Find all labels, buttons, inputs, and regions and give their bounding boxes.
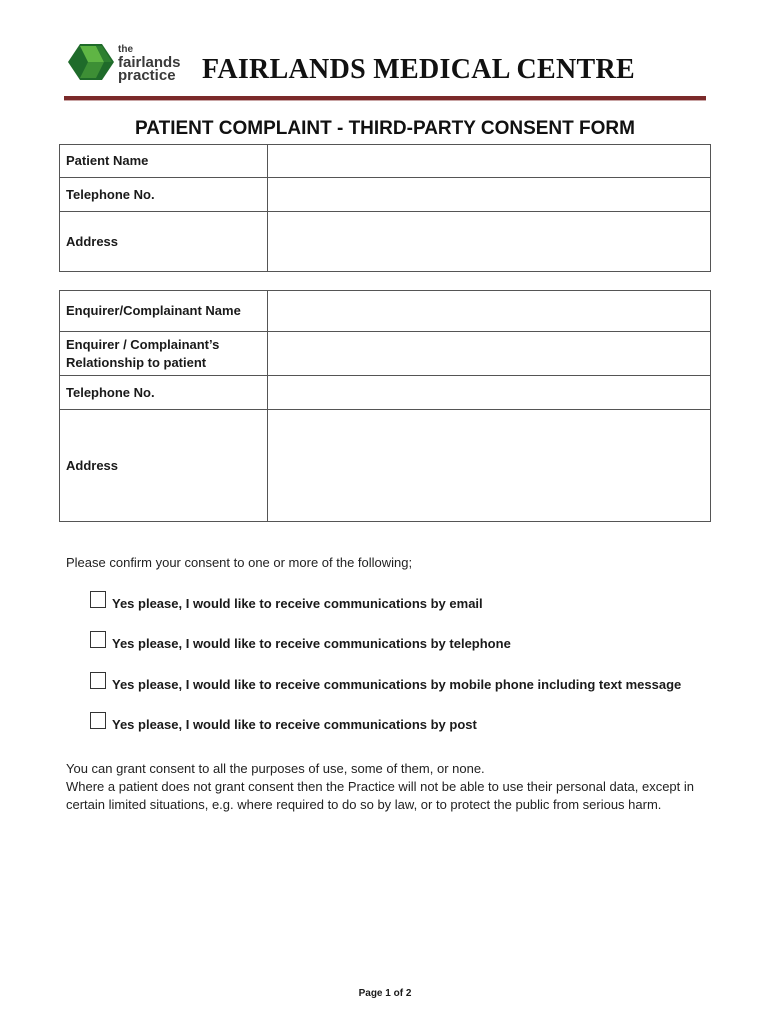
enquirer-name-row [60,291,711,332]
enquirer-name-label: Enquirer/Complainant Name [60,291,268,332]
logo-line-the: the [118,44,133,55]
logo-wordmark [118,44,181,82]
post-consent-checkbox[interactable] [90,712,106,729]
consent-note-line-2: Where a patient does not grant consent then the Practice will not be able to use their personal data, except in certain limited situations, e.g. where required to do so by law, or to protect the public from serious harm. [66,779,694,812]
patient-telephone-label: Telephone No. [60,178,268,212]
enquirer-telephone-label: Telephone No. [60,376,268,410]
mobile-consent-label: Yes please, I would like to receive communications by mobile phone including text message [112,677,682,692]
header-rule [64,96,706,101]
page-header [64,40,706,102]
enquirer-relationship-label: Enquirer / Complainant’s Relationship to patient [60,332,268,376]
patient-name-label: Patient Name [60,145,268,178]
enquirer-address-field[interactable] [267,410,710,522]
enquirer-details-table [59,290,711,522]
practice-logo [66,42,196,86]
cube-logo-icon [66,42,116,86]
patient-name-field[interactable] [267,145,710,178]
enquirer-name-field[interactable] [267,291,710,332]
mobile-consent-checkbox[interactable] [90,672,106,689]
enquirer-address-row [60,410,711,522]
enquirer-telephone-row [60,376,711,410]
consent-note [66,760,716,814]
logo-line-fairlands: fairlands [118,54,181,71]
patient-address-field[interactable] [267,212,710,272]
practice-name: FAIRLANDS MEDICAL CENTRE [202,54,635,85]
patient-details-table [59,144,711,272]
page-number: Page 1 of 2 [358,988,412,999]
email-consent-label: Yes please, I would like to receive communications by email [112,596,483,611]
patient-name-row [60,145,711,178]
enquirer-telephone-field[interactable] [267,376,710,410]
email-consent-checkbox[interactable] [90,591,106,608]
patient-address-row [60,212,711,272]
enquirer-relationship-row [60,332,711,376]
patient-telephone-field[interactable] [267,178,710,212]
telephone-consent-label: Yes please, I would like to receive communications by telephone [112,636,511,651]
consent-intro: Please confirm your consent to one or more of the following; [66,555,413,570]
logo-line-practice: practice [118,67,176,84]
enquirer-address-label: Address [60,410,268,522]
enquirer-relationship-field[interactable] [267,332,710,376]
patient-address-label: Address [60,212,268,272]
form-title: PATIENT COMPLAINT - THIRD-PARTY CONSENT FORM [135,118,635,139]
consent-note-line-1: You can grant consent to all the purposes of use, some of them, or none. [66,761,485,776]
post-consent-label: Yes please, I would like to receive communications by post [112,717,477,732]
telephone-consent-checkbox[interactable] [90,631,106,648]
patient-telephone-row [60,178,711,212]
